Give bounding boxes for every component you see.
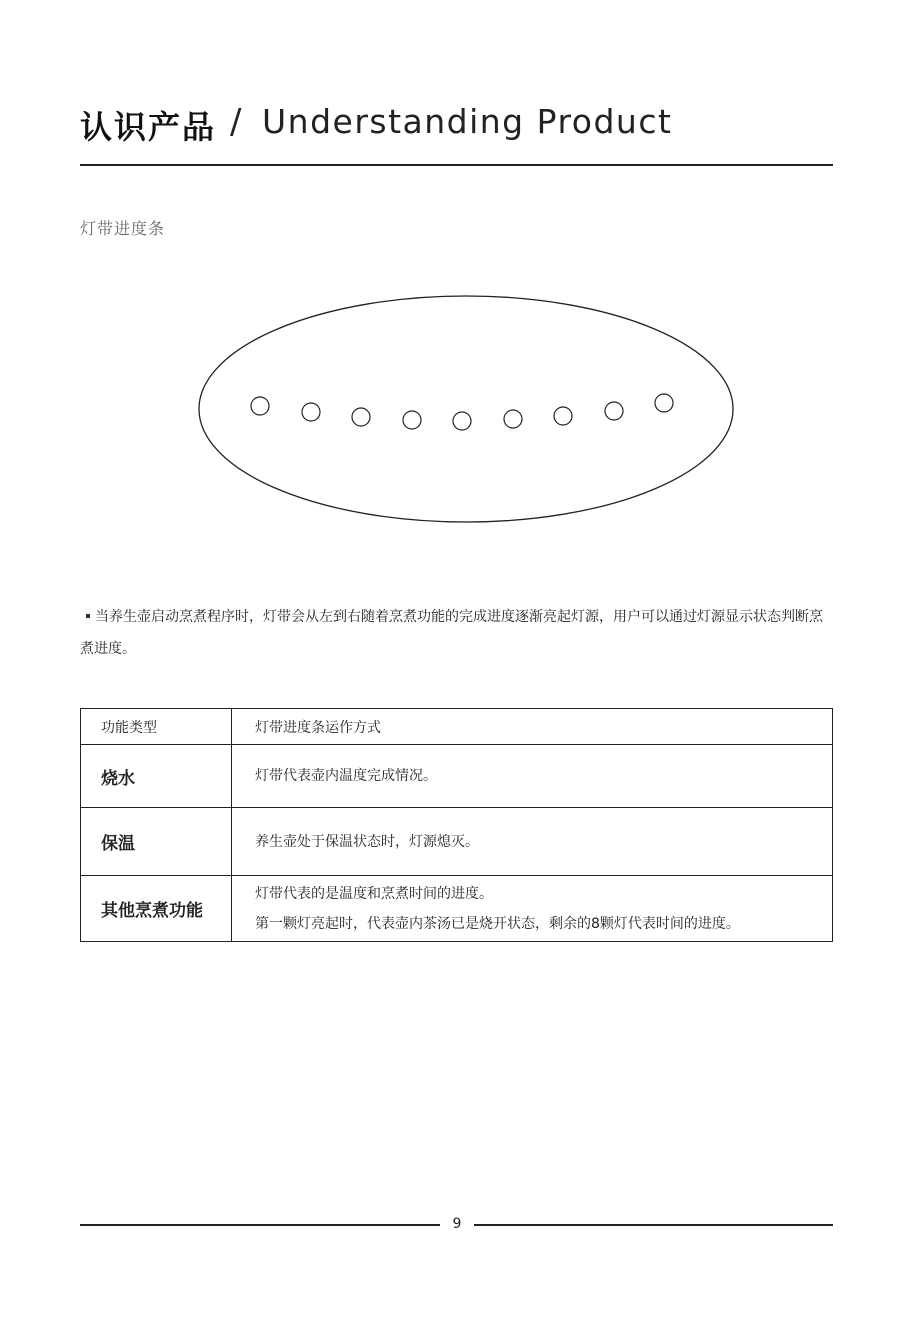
table-row bbox=[81, 876, 833, 942]
function-type-cell: 烧水 bbox=[81, 745, 232, 808]
indicator-light-9 bbox=[655, 394, 673, 412]
page-header bbox=[80, 100, 832, 150]
indicator-light-6 bbox=[504, 410, 522, 428]
description-text: 当养生壶启动烹煮程序时，灯带会从左到右随着烹煮功能的完成进度逐渐亮起灯源，用户可以通过灯源显示状态判断烹煮进度。 bbox=[80, 609, 823, 657]
page-number: 9 bbox=[452, 1216, 462, 1232]
function-type-cell: 其他烹煮功能 bbox=[81, 876, 232, 942]
operation-text: 第一颗灯亮起时，代表壶内茶汤已是烧开状态，剩余的8颗灯代表时间的进度。 bbox=[255, 915, 740, 932]
indicator-light-3 bbox=[352, 408, 370, 426]
indicator-light-5 bbox=[453, 412, 471, 430]
indicator-light-4 bbox=[403, 411, 421, 429]
function-table bbox=[80, 708, 833, 942]
table-row bbox=[81, 808, 833, 876]
table-header-row bbox=[81, 709, 833, 745]
kettle-base-outline bbox=[199, 296, 733, 522]
operation-mode-cell bbox=[232, 745, 833, 808]
indicator-light-7 bbox=[554, 407, 572, 425]
page-title-chinese: 认识产品 bbox=[80, 108, 217, 146]
indicator-light-1 bbox=[251, 397, 269, 415]
operation-text: 灯带代表的是温度和烹煮时间的进度。 bbox=[255, 885, 493, 902]
function-type-cell: 保温 bbox=[81, 808, 232, 876]
operation-text: 养生壶处于保温状态时，灯源熄灭。 bbox=[255, 833, 479, 850]
header-operation-mode: 灯带进度条运作方式 bbox=[232, 709, 833, 745]
footer-rule-right bbox=[474, 1224, 833, 1226]
footer-rule-left bbox=[80, 1224, 440, 1226]
table-row bbox=[81, 745, 833, 808]
indicator-light-8 bbox=[605, 402, 623, 420]
header-function-type: 功能类型 bbox=[81, 709, 232, 745]
operation-text: 灯带代表壶内温度完成情况。 bbox=[255, 768, 437, 784]
operation-mode-cell bbox=[232, 876, 833, 942]
description-paragraph bbox=[80, 601, 835, 665]
header-divider bbox=[80, 164, 833, 166]
page-title-english: Understanding Product bbox=[262, 102, 673, 141]
section-heading: 灯带进度条 bbox=[80, 219, 166, 238]
bullet-marker bbox=[86, 614, 90, 618]
title-separator: / bbox=[230, 102, 242, 142]
indicator-light-2 bbox=[302, 403, 320, 421]
operation-mode-cell bbox=[232, 808, 833, 876]
light-strip-diagram bbox=[196, 292, 738, 528]
